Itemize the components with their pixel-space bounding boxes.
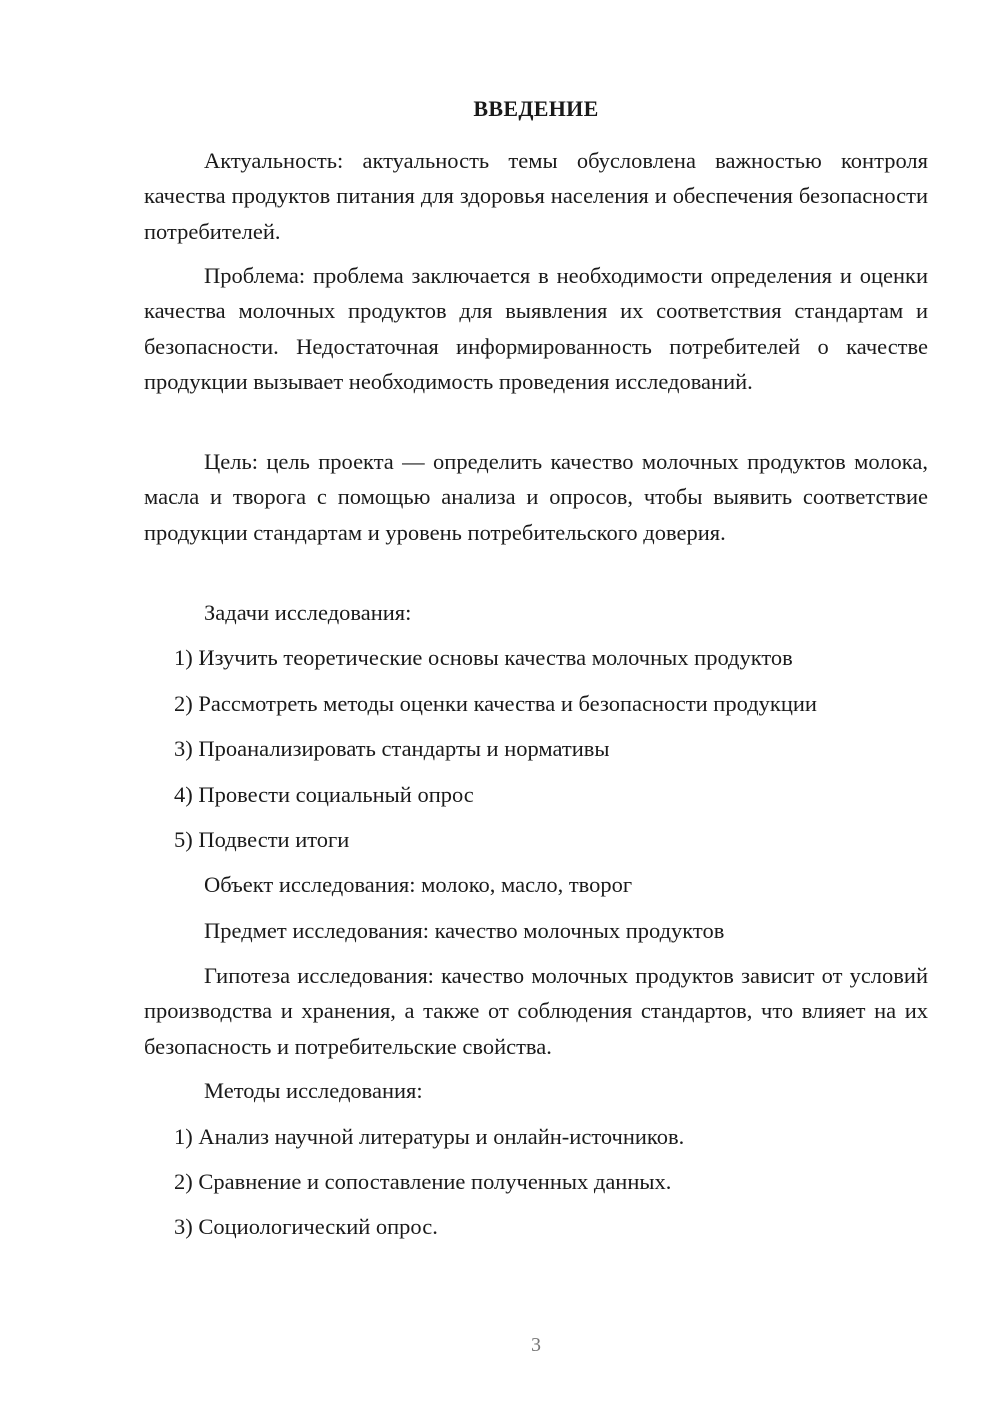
goal-paragraph: Цель: цель проекта — определить качество молочных продуктов молока, масла и творога с помощью анализа и опросов, чтобы выявить соответствие продукции стандартам и уровень потребительского доверия.	[144, 449, 928, 545]
task-item-4: 4) Провести социальный опрос	[174, 782, 474, 807]
research-subject: Предмет исследования: качество молочных продуктов	[204, 918, 725, 943]
section-title: ВВЕДЕНИЕ	[473, 96, 599, 121]
problem-paragraph: Проблема: проблема заключается в необходимости определения и оценки качества молочных продуктов для выявления их соответствия стандартам и безопасности. Недостаточная информированность потребителей о качестве продукции вызывает необходимость проведения исследований.	[144, 263, 928, 394]
task-item-3: 3) Проанализировать стандарты и нормативы	[174, 736, 610, 761]
tasks-heading: Задачи исследования:	[204, 600, 412, 625]
research-object: Объект исследования: молоко, масло, творог	[204, 872, 633, 897]
methods-heading: Методы исследования:	[204, 1078, 423, 1103]
task-item-1: 1) Изучить теоретические основы качества молочных продуктов	[174, 645, 793, 670]
task-item-5: 5) Подвести итоги	[174, 827, 350, 852]
relevance-paragraph: Актуальность: актуальность темы обусловлена важностью контроля качества продуктов питания для здоровья населения и обеспечения безопасности потребителей.	[144, 148, 928, 244]
task-item-2: 2) Рассмотреть методы оценки качества и безопасности продукции	[174, 691, 817, 716]
page-number: 3	[531, 1334, 541, 1356]
method-item-2: 2) Сравнение и сопоставление полученных данных.	[174, 1169, 672, 1194]
method-item-1: 1) Анализ научной литературы и онлайн-источников.	[174, 1124, 685, 1149]
hypothesis-paragraph: Гипотеза исследования: качество молочных продуктов зависит от условий производства и хранения, а также от соблюдения стандартов, что влияет на их безопасность и потребительские свойства.	[144, 963, 928, 1059]
method-item-3: 3) Социологический опрос.	[174, 1214, 438, 1239]
